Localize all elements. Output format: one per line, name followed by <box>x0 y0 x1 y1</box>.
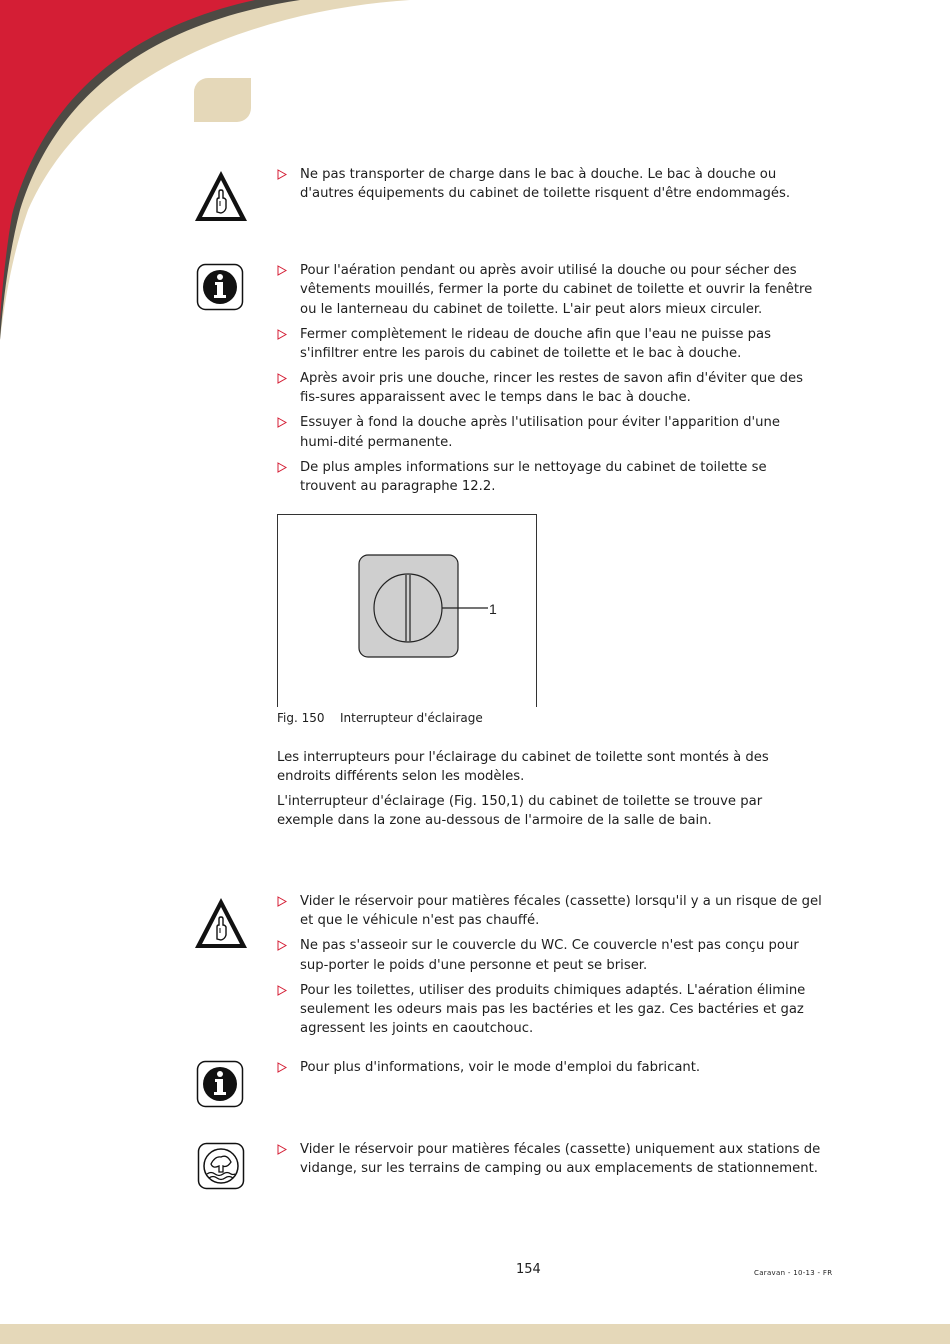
bullet-triangle-icon <box>277 169 287 180</box>
bullet-triangle-icon <box>277 1144 287 1155</box>
list-item-text: Pour plus d'informations, voir le mode d'emploi du fabricant. <box>300 1060 701 1075</box>
figure-callout-1: 1 <box>489 601 497 617</box>
bullet-triangle-icon <box>277 329 287 340</box>
list-item <box>277 1140 822 1179</box>
list-item <box>277 458 822 497</box>
list-item-text: Essuyer à fond la douche après l'utilisation pour éviter l'apparition d'une humi-dité permanente. <box>300 415 780 450</box>
bullet-triangle-icon <box>277 1062 287 1073</box>
info-icon <box>196 1060 244 1108</box>
light-switch-illustration <box>278 515 536 707</box>
page-number: 154 <box>516 1262 541 1277</box>
list-item-text: Pour les toilettes, utiliser des produits chimiques adaptés. L'aération élimine seulement les odeurs mais pas les bactéries et les gaz. Ces bactéries et gaz agressent les joints en caoutchouc. <box>300 982 806 1037</box>
list-item-text: Après avoir pris une douche, rincer les restes de savon afin d'éviter que des fis-sures apparaissent avec le temps dans le bac à douche. <box>300 371 803 406</box>
footer-reference: Caravan - 10-13 - FR <box>754 1269 833 1277</box>
list-item <box>277 1058 822 1077</box>
section4-list <box>277 1058 822 1083</box>
bullet-triangle-icon <box>277 896 287 907</box>
list-item-text: Vider le réservoir pour matières fécales (cassette) lorsqu'il y a un risque de gel et que le véhicule n'est pas chauffé. <box>300 894 822 929</box>
chapter-tab <box>194 78 251 122</box>
list-item <box>277 261 822 319</box>
figure-caption-text: Interrupteur d'éclairage <box>340 711 483 725</box>
list-item <box>277 981 822 1039</box>
list-item-text: Fermer complètement le rideau de douche afin que l'eau ne puisse pas s'infiltrer entre les parois du cabinet de toilette et le bac à douche. <box>300 326 772 362</box>
list-item-text: De plus amples informations sur le nettoyage du cabinet de toilette se trouvent au paragraphe 12.2. <box>300 459 767 495</box>
warning-hand-icon <box>193 168 249 224</box>
body-paragraph: Les interrupteurs pour l'éclairage du cabinet de toilette sont montés à des endroits différents selon les modèles. <box>277 750 769 785</box>
list-item-text: Ne pas s'asseoir sur le couvercle du WC. Ce couvercle n'est pas conçu pour sup-porter le poids d'une personne et peut se briser. <box>300 938 799 973</box>
bullet-triangle-icon <box>277 373 287 384</box>
section1-list <box>277 165 822 209</box>
list-item <box>277 325 822 364</box>
list-item-text: Ne pas transporter de charge dans le bac à douche. Le bac à douche ou d'autres équipements du cabinet de toilette risquent d'être endommagés. <box>300 167 791 202</box>
bullet-triangle-icon <box>277 265 287 276</box>
info-icon <box>196 263 244 311</box>
environment-icon <box>197 1142 245 1190</box>
list-item-text: Pour l'aération pendant ou après avoir utilisé la douche ou pour sécher des vêtements mouillés, fermer la porte du cabinet de toilette et ouvrir la fenêtre ou le lanterneau du cabinet de toilette. L'air peut alors mieux circuler. <box>300 263 813 317</box>
figure-caption <box>277 710 483 726</box>
section2-list <box>277 261 822 502</box>
footer-band <box>0 1324 950 1344</box>
bullet-triangle-icon <box>277 985 287 996</box>
bullet-triangle-icon <box>277 940 287 951</box>
bullet-triangle-icon <box>277 417 287 428</box>
list-item <box>277 413 822 452</box>
figure-frame <box>277 514 537 707</box>
warning-hand-icon <box>193 895 249 951</box>
list-item <box>277 892 822 931</box>
list-item <box>277 165 822 204</box>
list-item <box>277 936 822 975</box>
body-paragraph: L'interrupteur d'éclairage (Fig. 150,1) du cabinet de toilette se trouve par exemple dans la zone au-dessous de l'armoire de la salle de bain. <box>277 794 763 829</box>
list-item-text: Vider le réservoir pour matières fécales (cassette) uniquement aux stations de vidange, sur les terrains de camping ou aux emplacements de stationnement. <box>300 1142 821 1177</box>
section5-list <box>277 1140 822 1184</box>
figure-number: Fig. 150 <box>277 711 325 725</box>
section3-list <box>277 892 822 1044</box>
bullet-triangle-icon <box>277 462 287 473</box>
list-item <box>277 369 822 408</box>
